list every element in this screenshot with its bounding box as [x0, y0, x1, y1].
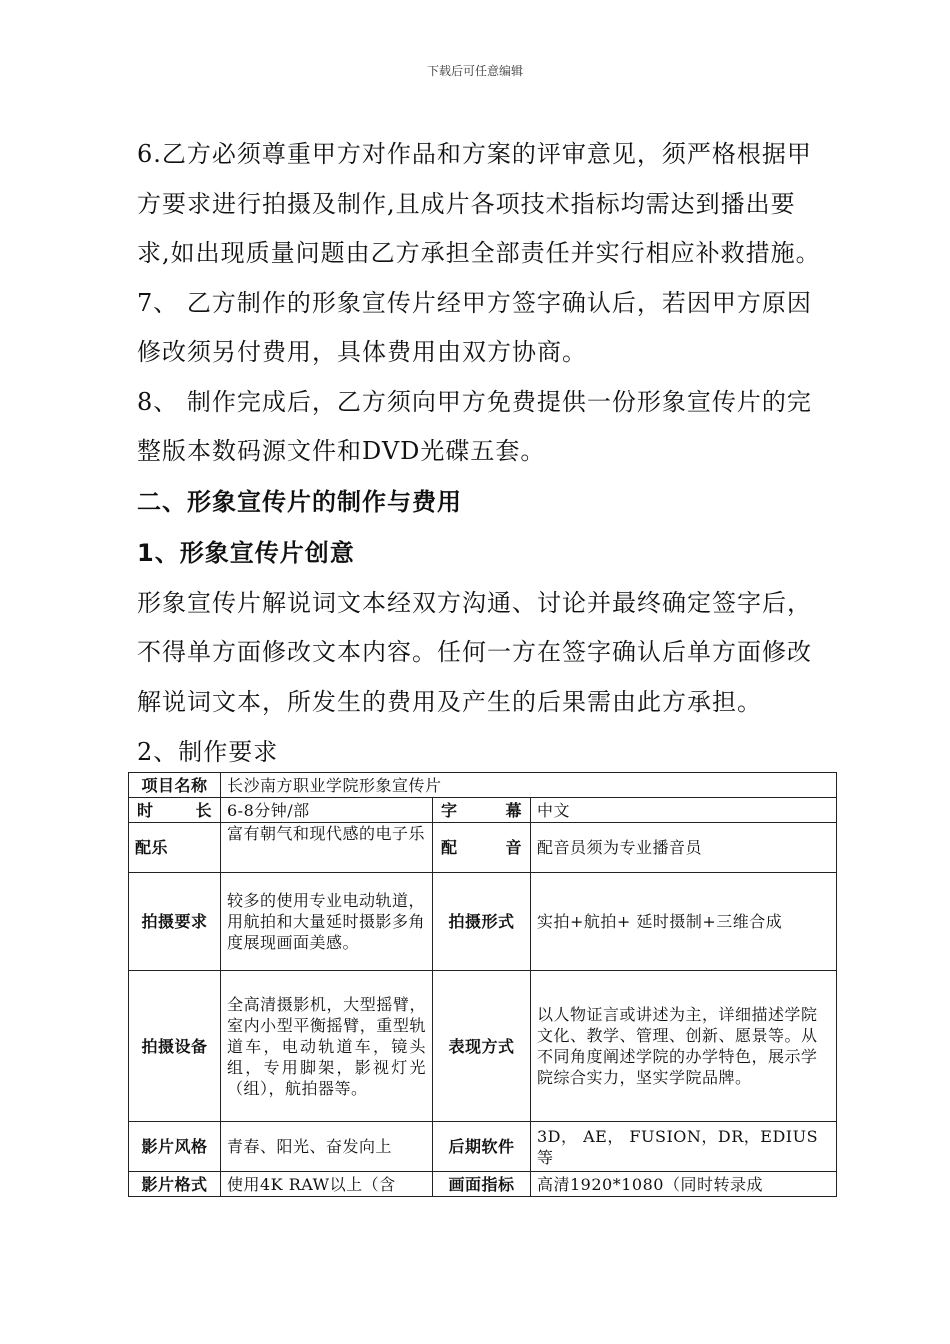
- project-name-label: 项目名称: [129, 773, 221, 798]
- expression-value: 以人物证言或讲述为主，详细描述学院文化、教学、管理、创新、愿景等。从不同角度阐述学院的办学特色，展示学院综合实力，坚实学院品牌。: [531, 971, 837, 1122]
- shooting-form-value: 实拍+航拍+ 延时摄制+三维合成: [531, 873, 837, 971]
- clause-6-line: 方要求进行拍摄及制作,且成片各项技术指标均需达到播出要: [137, 189, 796, 218]
- shooting-form-label: 拍摄形式: [433, 873, 531, 971]
- subsection-heading-creative: 1、形象宣传片创意: [137, 538, 355, 567]
- film-style-value: 青春、阳光、奋发向上: [221, 1122, 433, 1172]
- clause-8-line: 8、 制作完成后，乙方须向甲方免费提供一份形象宣传片的完: [137, 387, 812, 416]
- table-row: [129, 1172, 837, 1197]
- shooting-requirements-value: 较多的使用专业电动轨道，用航拍和大量延时摄影多角度展现画面美感。: [221, 873, 433, 971]
- subtitle-value: 中文: [531, 798, 837, 823]
- clause-6-line: 6.乙方必须尊重甲方对作品和方案的评审意见，须严格根据甲: [137, 140, 812, 168]
- shooting-requirements-label: 拍摄要求: [129, 873, 221, 971]
- creative-line: 不得单方面修改文本内容。任何一方在签字确认后单方面修改: [137, 638, 812, 666]
- duration-value: 6-8分钟/部: [221, 798, 433, 823]
- post-software-value: 3D， AE， FUSION，DR，EDIUS等: [531, 1122, 837, 1172]
- page-header: 下载后可任意编辑: [426, 64, 523, 78]
- clause-8-line: 整版本数码源文件和DVD光碟五套。: [137, 437, 546, 465]
- voice-value: 配音员须为专业播音员: [531, 823, 837, 873]
- production-requirements-table: [128, 772, 837, 1197]
- film-style-label: 影片风格: [129, 1122, 221, 1172]
- clause-6-line: 求,如出现质量问题由乙方承担全部责任并实行相应补救措施。: [137, 239, 821, 267]
- table-row: [129, 1122, 837, 1172]
- film-format-value: 使用4K RAW以上（含: [221, 1172, 433, 1197]
- document-body: [137, 130, 837, 778]
- clause-6: [137, 130, 837, 279]
- picture-spec-value: 高清1920*1080（同时转录成: [531, 1172, 837, 1197]
- voice-label: 配 音: [433, 823, 531, 873]
- picture-spec-label: 画面指标: [433, 1172, 531, 1197]
- creative-line: 形象宣传片解说词文本经双方沟通、讨论并最终确定签字后，: [137, 588, 812, 617]
- film-format-label: 影片格式: [129, 1172, 221, 1197]
- table-row: [129, 823, 837, 873]
- clause-7-line: 7、 乙方制作的形象宣传片经甲方签字确认后，若因甲方原因: [137, 288, 812, 317]
- duration-label: 时 长: [129, 798, 221, 823]
- subtitle-label: 字 幕: [433, 798, 531, 823]
- equipment-label: 拍摄设备: [129, 971, 221, 1122]
- table-row: [129, 873, 837, 971]
- creative-line: 解说词文本，所发生的费用及产生的后果需由此方承担。: [137, 687, 762, 716]
- equipment-value: 全高清摄影机，大型摇臂， 室内小型平衡摇臂，重型轨道车，电动轨道车，镜头组，专用脚架，影视灯光（组），航拍器等。: [221, 971, 433, 1122]
- music-label: 配乐: [129, 823, 221, 873]
- table-row: [129, 798, 837, 823]
- table-row: [129, 773, 837, 798]
- creative-paragraph: [137, 579, 837, 728]
- section-heading: 二、形象宣传片的制作与费用: [137, 487, 462, 516]
- clause-8: [137, 378, 837, 477]
- music-value: 富有朝气和现代感的电子乐: [221, 823, 433, 873]
- post-software-label: 后期软件: [433, 1122, 531, 1172]
- expression-label: 表现方式: [433, 971, 531, 1122]
- clause-7-line: 修改须另付费用，具体费用由双方协商。: [137, 338, 587, 366]
- table-row: [129, 971, 837, 1122]
- project-name-value: 长沙南方职业学院形象宣传片: [221, 773, 837, 798]
- clause-7: [137, 279, 837, 378]
- subsection-heading-requirements: 2、制作要求: [137, 738, 279, 766]
